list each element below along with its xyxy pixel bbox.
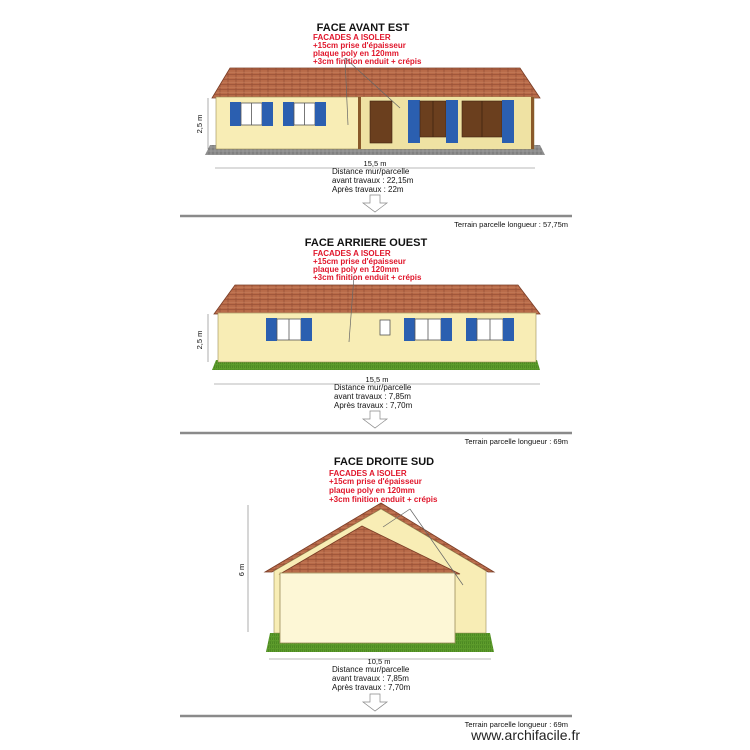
- entry-door: [370, 101, 392, 143]
- height-label: 6 m: [237, 563, 246, 577]
- shutter: [404, 318, 415, 341]
- height-label: 2,5 m: [195, 330, 204, 350]
- after-works-label: Après travaux : 22m: [332, 185, 404, 194]
- insulation-note-line-4: +3cm finition enduit + crépis: [329, 495, 438, 504]
- before-works-label: avant travaux : 7,85m: [332, 674, 409, 683]
- shutter: [301, 318, 312, 341]
- width-label: 10,5 m: [367, 657, 391, 666]
- insulation-note-line-1: FACADES A ISOLER: [313, 249, 391, 258]
- porch-post: [358, 97, 361, 149]
- section-face-avant-est: [180, 22, 572, 229]
- before-works-label: avant travaux : 22,15m: [332, 176, 414, 185]
- height-dimension: [195, 314, 208, 362]
- shutter: [502, 100, 514, 143]
- watermark: www.archifacile.fr: [471, 727, 580, 743]
- insulation-note-line-3: plaque poly en 120mm: [329, 486, 415, 495]
- roof: [212, 68, 540, 98]
- wall: [280, 573, 455, 643]
- down-arrow-icon: [363, 411, 387, 428]
- insulation-note-line-1: FACADES A ISOLER: [329, 469, 407, 478]
- section-title: FACE AVANT EST: [316, 22, 410, 34]
- insulation-note-line-3: plaque poly en 120mm: [313, 49, 399, 58]
- insulation-note-line-2: +15cm prise d'épaisseur: [313, 41, 406, 50]
- shutter: [446, 100, 458, 143]
- insulation-note-line-1: FACADES A ISOLER: [313, 33, 391, 42]
- roof: [214, 285, 540, 314]
- distance-label: Distance mur/parcelle: [334, 383, 412, 392]
- width-label: 15,5 m: [363, 159, 387, 168]
- section-title: FACE ARRIERE OUEST: [304, 237, 428, 249]
- down-arrow-icon: [363, 195, 387, 212]
- insulation-note-line-2: +15cm prise d'épaisseur: [329, 477, 422, 486]
- shutter: [466, 318, 477, 341]
- shutter: [315, 102, 326, 126]
- shutter: [230, 102, 241, 126]
- porch-post: [531, 97, 534, 149]
- after-works-label: Après travaux : 7,70m: [332, 683, 411, 692]
- shutter: [441, 318, 452, 341]
- house-elevation-front: [205, 58, 545, 155]
- insulation-note-line-2: +15cm prise d'épaisseur: [313, 257, 406, 266]
- insulation-note-line-3: plaque poly en 120mm: [313, 265, 399, 274]
- section-face-droite-sud: [180, 456, 572, 729]
- shutter: [262, 102, 273, 126]
- down-arrow-icon: [363, 694, 387, 711]
- before-works-label: avant travaux : 7,85m: [334, 392, 411, 401]
- shutter: [266, 318, 277, 341]
- terrain-length-label: Terrain parcelle longueur : 69m: [464, 720, 568, 729]
- window: [380, 320, 390, 335]
- shutter: [503, 318, 514, 341]
- section-face-arriere-ouest: [180, 237, 572, 446]
- height-dimension: [195, 98, 208, 149]
- width-label: 15,5 m: [365, 375, 389, 384]
- house-elevation-side: [265, 503, 494, 652]
- distance-label: Distance mur/parcelle: [332, 167, 410, 176]
- insulation-note-line-4: +3cm finition enduit + crépis: [313, 57, 422, 66]
- section-title: FACE DROITE SUD: [333, 456, 435, 468]
- terrain-length-label: Terrain parcelle longueur : 57,75m: [454, 220, 568, 229]
- shutter: [408, 100, 420, 143]
- height-dimension: [237, 505, 248, 632]
- shutter: [283, 102, 294, 126]
- terrain-length-label: Terrain parcelle longueur : 69m: [464, 437, 568, 446]
- insulation-note-line-4: +3cm finition enduit + crépis: [313, 273, 422, 282]
- height-label: 2,5 m: [195, 114, 204, 134]
- distance-label: Distance mur/parcelle: [332, 665, 410, 674]
- house-elevation-rear: [212, 276, 540, 370]
- after-works-label: Après travaux : 7,70m: [334, 401, 413, 410]
